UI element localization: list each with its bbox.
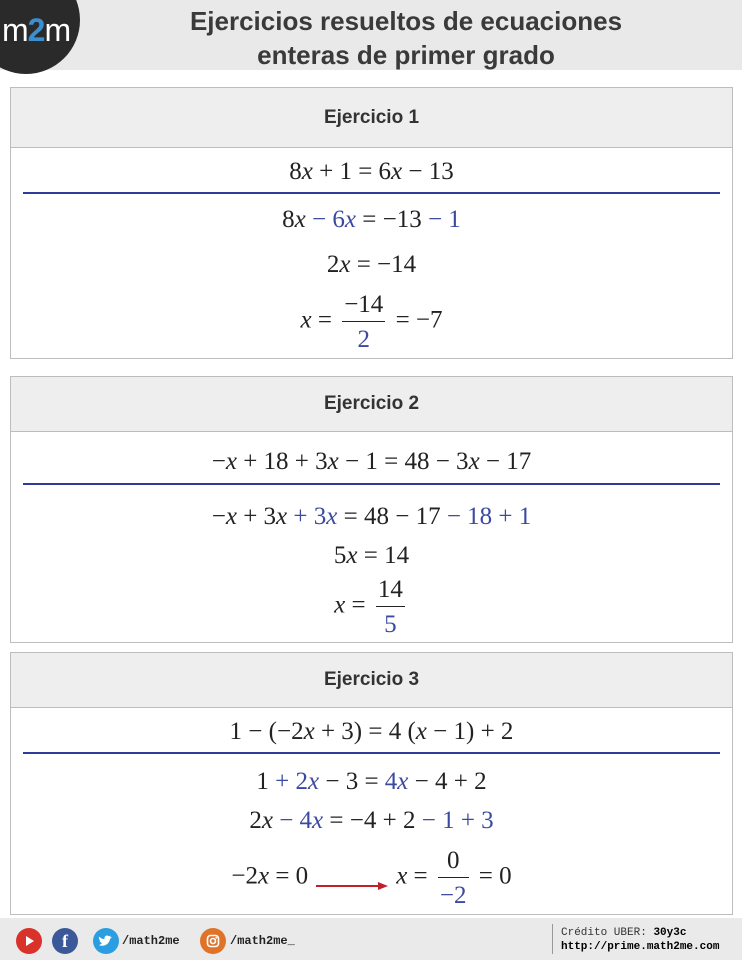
exercise-3-step-2: 2x − 4x = −4 + 2 − 1 + 3 (249, 807, 494, 834)
exercise-3-divider (23, 752, 720, 754)
logo-text: m2m (2, 12, 71, 48)
facebook-icon[interactable]: f (52, 928, 78, 954)
exercise-2-step-3: x = $\frac{14}{5}$ (334, 576, 403, 638)
exercise-2-equation: −x + 18 + 3x − 1 = 48 − 3x − 17 (211, 448, 532, 475)
fraction: $\frac{14}{5}$ (377, 576, 403, 638)
title-line-1: Ejercicios resueltos de ecuaciones (189, 6, 623, 36)
exercise-3-equation: 1 − (−2x + 3) = 4 (x − 1) + 2 (229, 718, 514, 745)
exercise-3-header (11, 653, 732, 708)
twitter-icon[interactable] (93, 928, 119, 954)
exercise-2-step-1: −x + 3x + 3x = 48 − 17 − 18 + 1 (211, 503, 532, 530)
credit-line (561, 927, 686, 939)
header (0, 0, 742, 70)
exercise-2-divider (23, 483, 720, 485)
youtube-icon[interactable] (16, 928, 42, 954)
exercise-1-header (11, 88, 732, 148)
exercise-1-card (10, 87, 733, 359)
credit-code: 30y3c (653, 927, 687, 939)
instagram-handle[interactable]: /math2me_ (230, 934, 295, 948)
fraction: $\frac{0}{-2}$ (439, 847, 467, 909)
exercise-1-equation: 8x + 1 = 6x − 13 (289, 158, 454, 185)
exercise-3-step-1: 1 + 2x − 3 = 4x − 4 + 2 (256, 768, 487, 795)
exercise-2-title: Ejercicio 2 (323, 393, 420, 414)
credit-label: Crédito UBER: (561, 927, 647, 939)
exercise-1-title: Ejercicio 1 (323, 106, 420, 128)
implies-arrow-icon (316, 872, 388, 884)
exercise-1-divider (23, 192, 720, 194)
exercise-1-step-2: 2x = −14 (326, 251, 417, 278)
exercise-3-step-3: −2x = 0 x = $\frac{0}{-2}$ = 0 (231, 847, 512, 909)
exercise-1-step-3: x = $\frac{-14}{2}$ = −7 (300, 291, 443, 353)
instagram-icon[interactable] (200, 928, 226, 954)
exercise-3-title: Ejercicio 3 (323, 669, 420, 690)
fraction: $\frac{-14}{2}$ (344, 291, 384, 353)
exercise-3-card (10, 652, 733, 915)
exercise-2-card (10, 376, 733, 643)
footer (0, 918, 742, 960)
exercise-1-step-1: 8x − 6x = −13 − 1 (282, 206, 461, 233)
exercise-2-step-2: 5x = 14 (333, 542, 410, 569)
footer-divider (552, 924, 553, 954)
exercise-2-header (11, 377, 732, 432)
title-line-2: enteras de primer grado (257, 40, 555, 70)
m2m-logo[interactable] (0, 0, 80, 74)
twitter-handle[interactable]: /math2me (122, 934, 180, 948)
credit-url[interactable]: http://prime.math2me.com (561, 941, 720, 953)
page-title (90, 4, 722, 72)
